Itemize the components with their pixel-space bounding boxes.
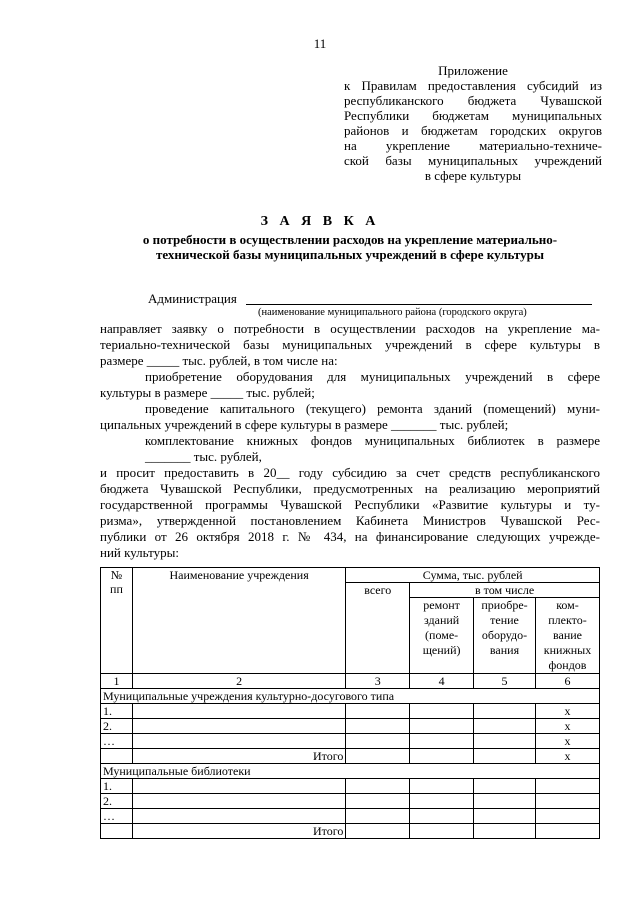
header-books: ком-плекто-вание книжных фондов	[535, 598, 599, 674]
cell-repair[interactable]	[410, 704, 474, 719]
cell-books[interactable]	[535, 809, 599, 824]
appendix-title: Приложение	[438, 63, 508, 78]
cell-repair[interactable]	[410, 734, 474, 749]
cell-empty	[101, 749, 133, 764]
text-line: _______ тыс. рублей,	[145, 449, 262, 464]
cell-books[interactable]	[535, 794, 599, 809]
cell-equipment[interactable]	[474, 809, 536, 824]
section-cultural-leisure: Муниципальные учреждения культурно-досугового типа	[101, 689, 600, 704]
column-number: 6	[535, 674, 599, 689]
column-number: 2	[132, 674, 345, 689]
cell-equipment[interactable]	[474, 794, 536, 809]
cell-total[interactable]	[346, 749, 410, 764]
cell-repair[interactable]	[410, 794, 474, 809]
text-line: культуры в размере _____ тыс. рублей;	[100, 385, 315, 400]
header-repair: ремонт зданий (поме-щений)	[410, 598, 474, 674]
cell-books: х	[535, 704, 599, 719]
appendix-block	[344, 63, 602, 183]
row-number: 1.	[101, 779, 133, 794]
cell-books[interactable]	[535, 779, 599, 794]
text-line: ципальных учреждений в сфере культуры в размере _______ тыс. рублей;	[100, 417, 509, 432]
cell-total[interactable]	[346, 824, 410, 839]
total-label: Итого	[132, 824, 345, 839]
total-row	[101, 824, 600, 839]
row-number: …	[101, 809, 133, 824]
cell-name[interactable]	[132, 704, 345, 719]
document-subtitle	[100, 232, 600, 262]
table-row	[101, 794, 600, 809]
table-row	[101, 734, 600, 749]
administration-label: Администрация	[148, 291, 237, 306]
request-text	[100, 321, 600, 561]
cell-equipment[interactable]	[474, 719, 536, 734]
table-row	[101, 779, 600, 794]
cell-empty	[101, 824, 133, 839]
cell-books: х	[535, 719, 599, 734]
administration-hint: (наименование муниципального района (городского округа)	[258, 307, 527, 318]
cell-repair[interactable]	[410, 749, 474, 764]
row-number: 1.	[101, 704, 133, 719]
table-row	[101, 719, 600, 734]
row-number: …	[101, 734, 133, 749]
cell-books[interactable]	[535, 824, 599, 839]
appendix-line: Республики бюджетам муниципальных	[344, 108, 602, 123]
text-line: комплектование книжных фондов муниципальных библиотек в размере	[145, 433, 600, 448]
cell-equipment[interactable]	[474, 704, 536, 719]
subtitle-line: технической базы муниципальных учреждений в сфере культуры	[155, 247, 545, 262]
cell-total[interactable]	[346, 779, 410, 794]
text-line: государственной программы Чувашской Республики «Развитие культуры и ту-	[100, 497, 600, 512]
text-line: проведение капитального (текущего) ремонта зданий (помещений) муни-	[145, 401, 600, 416]
text-line: направляет заявку о потребности в осуществлении расходов на укрепление ма-	[100, 321, 600, 336]
column-numbers-row	[101, 674, 600, 689]
institutions-table	[100, 567, 600, 839]
header-number: № пп	[101, 568, 133, 674]
text-line: приобретение оборудования для муниципальных учреждений в сфере	[145, 369, 600, 384]
cell-equipment[interactable]	[474, 824, 536, 839]
text-line: и просит предоставить в 20__ году субсидию за счет средств республиканского	[100, 465, 600, 480]
cell-name[interactable]	[132, 794, 345, 809]
cell-books: х	[535, 749, 599, 764]
text-line: ний культуры:	[100, 545, 179, 560]
table-row	[101, 704, 600, 719]
cell-name[interactable]	[132, 809, 345, 824]
cell-books: х	[535, 734, 599, 749]
appendix-line: на укрепление материально-техниче-	[344, 138, 602, 153]
cell-total[interactable]	[346, 704, 410, 719]
total-row	[101, 749, 600, 764]
appendix-line: в сфере культуры	[424, 168, 522, 183]
cell-total[interactable]	[346, 809, 410, 824]
subtitle-line: о потребности в осуществлении расходов на укрепление материально-	[142, 232, 558, 247]
cell-repair[interactable]	[410, 779, 474, 794]
appendix-line: ской базы муниципальных учреждений	[344, 153, 602, 168]
page-number: 11	[313, 36, 327, 51]
header-including: в том числе	[410, 583, 600, 598]
header-equipment: приобре-тение оборудо-вания	[474, 598, 536, 674]
text-line: размере _____ тыс. рублей, в том числе на:	[100, 353, 338, 368]
cell-name[interactable]	[132, 719, 345, 734]
cell-repair[interactable]	[410, 809, 474, 824]
text-line: бюджета Чувашской Республики, предусмотренных на реализацию мероприятий	[100, 481, 600, 496]
column-number: 5	[474, 674, 536, 689]
row-number: 2.	[101, 719, 133, 734]
appendix-line: к Правилам предоставления субсидий из	[344, 78, 602, 93]
cell-total[interactable]	[346, 734, 410, 749]
cell-equipment[interactable]	[474, 734, 536, 749]
header-sum: Сумма, тыс. рублей	[346, 568, 600, 583]
appendix-line: республиканского бюджета Чувашской	[344, 93, 602, 108]
text-line: териально-технической базы муниципальных учреждений в сфере культуры в	[100, 337, 600, 352]
cell-name[interactable]	[132, 779, 345, 794]
total-label: Итого	[132, 749, 345, 764]
cell-repair[interactable]	[410, 824, 474, 839]
cell-repair[interactable]	[410, 719, 474, 734]
cell-equipment[interactable]	[474, 779, 536, 794]
cell-total[interactable]	[346, 719, 410, 734]
column-number: 4	[410, 674, 474, 689]
table-row	[101, 809, 600, 824]
appendix-line: районов и бюджетам городских округов	[344, 123, 602, 138]
header-name: Наименование учреждения	[132, 568, 345, 674]
cell-name[interactable]	[132, 734, 345, 749]
cell-equipment[interactable]	[474, 749, 536, 764]
text-line: публики от 26 октября 2018 г. № 434, на финансирование следующих учрежде-	[100, 529, 600, 544]
row-number: 2.	[101, 794, 133, 809]
header-total: всего	[346, 583, 410, 674]
document-title: З А Я В К А	[260, 214, 380, 229]
section-libraries: Муниципальные библиотеки	[101, 764, 600, 779]
administration-name-field[interactable]	[246, 304, 592, 305]
column-number: 3	[346, 674, 410, 689]
column-number: 1	[101, 674, 133, 689]
cell-total[interactable]	[346, 794, 410, 809]
text-line: ризма», утвержденной постановлением Кабинета Министров Чувашской Рес-	[100, 513, 600, 528]
